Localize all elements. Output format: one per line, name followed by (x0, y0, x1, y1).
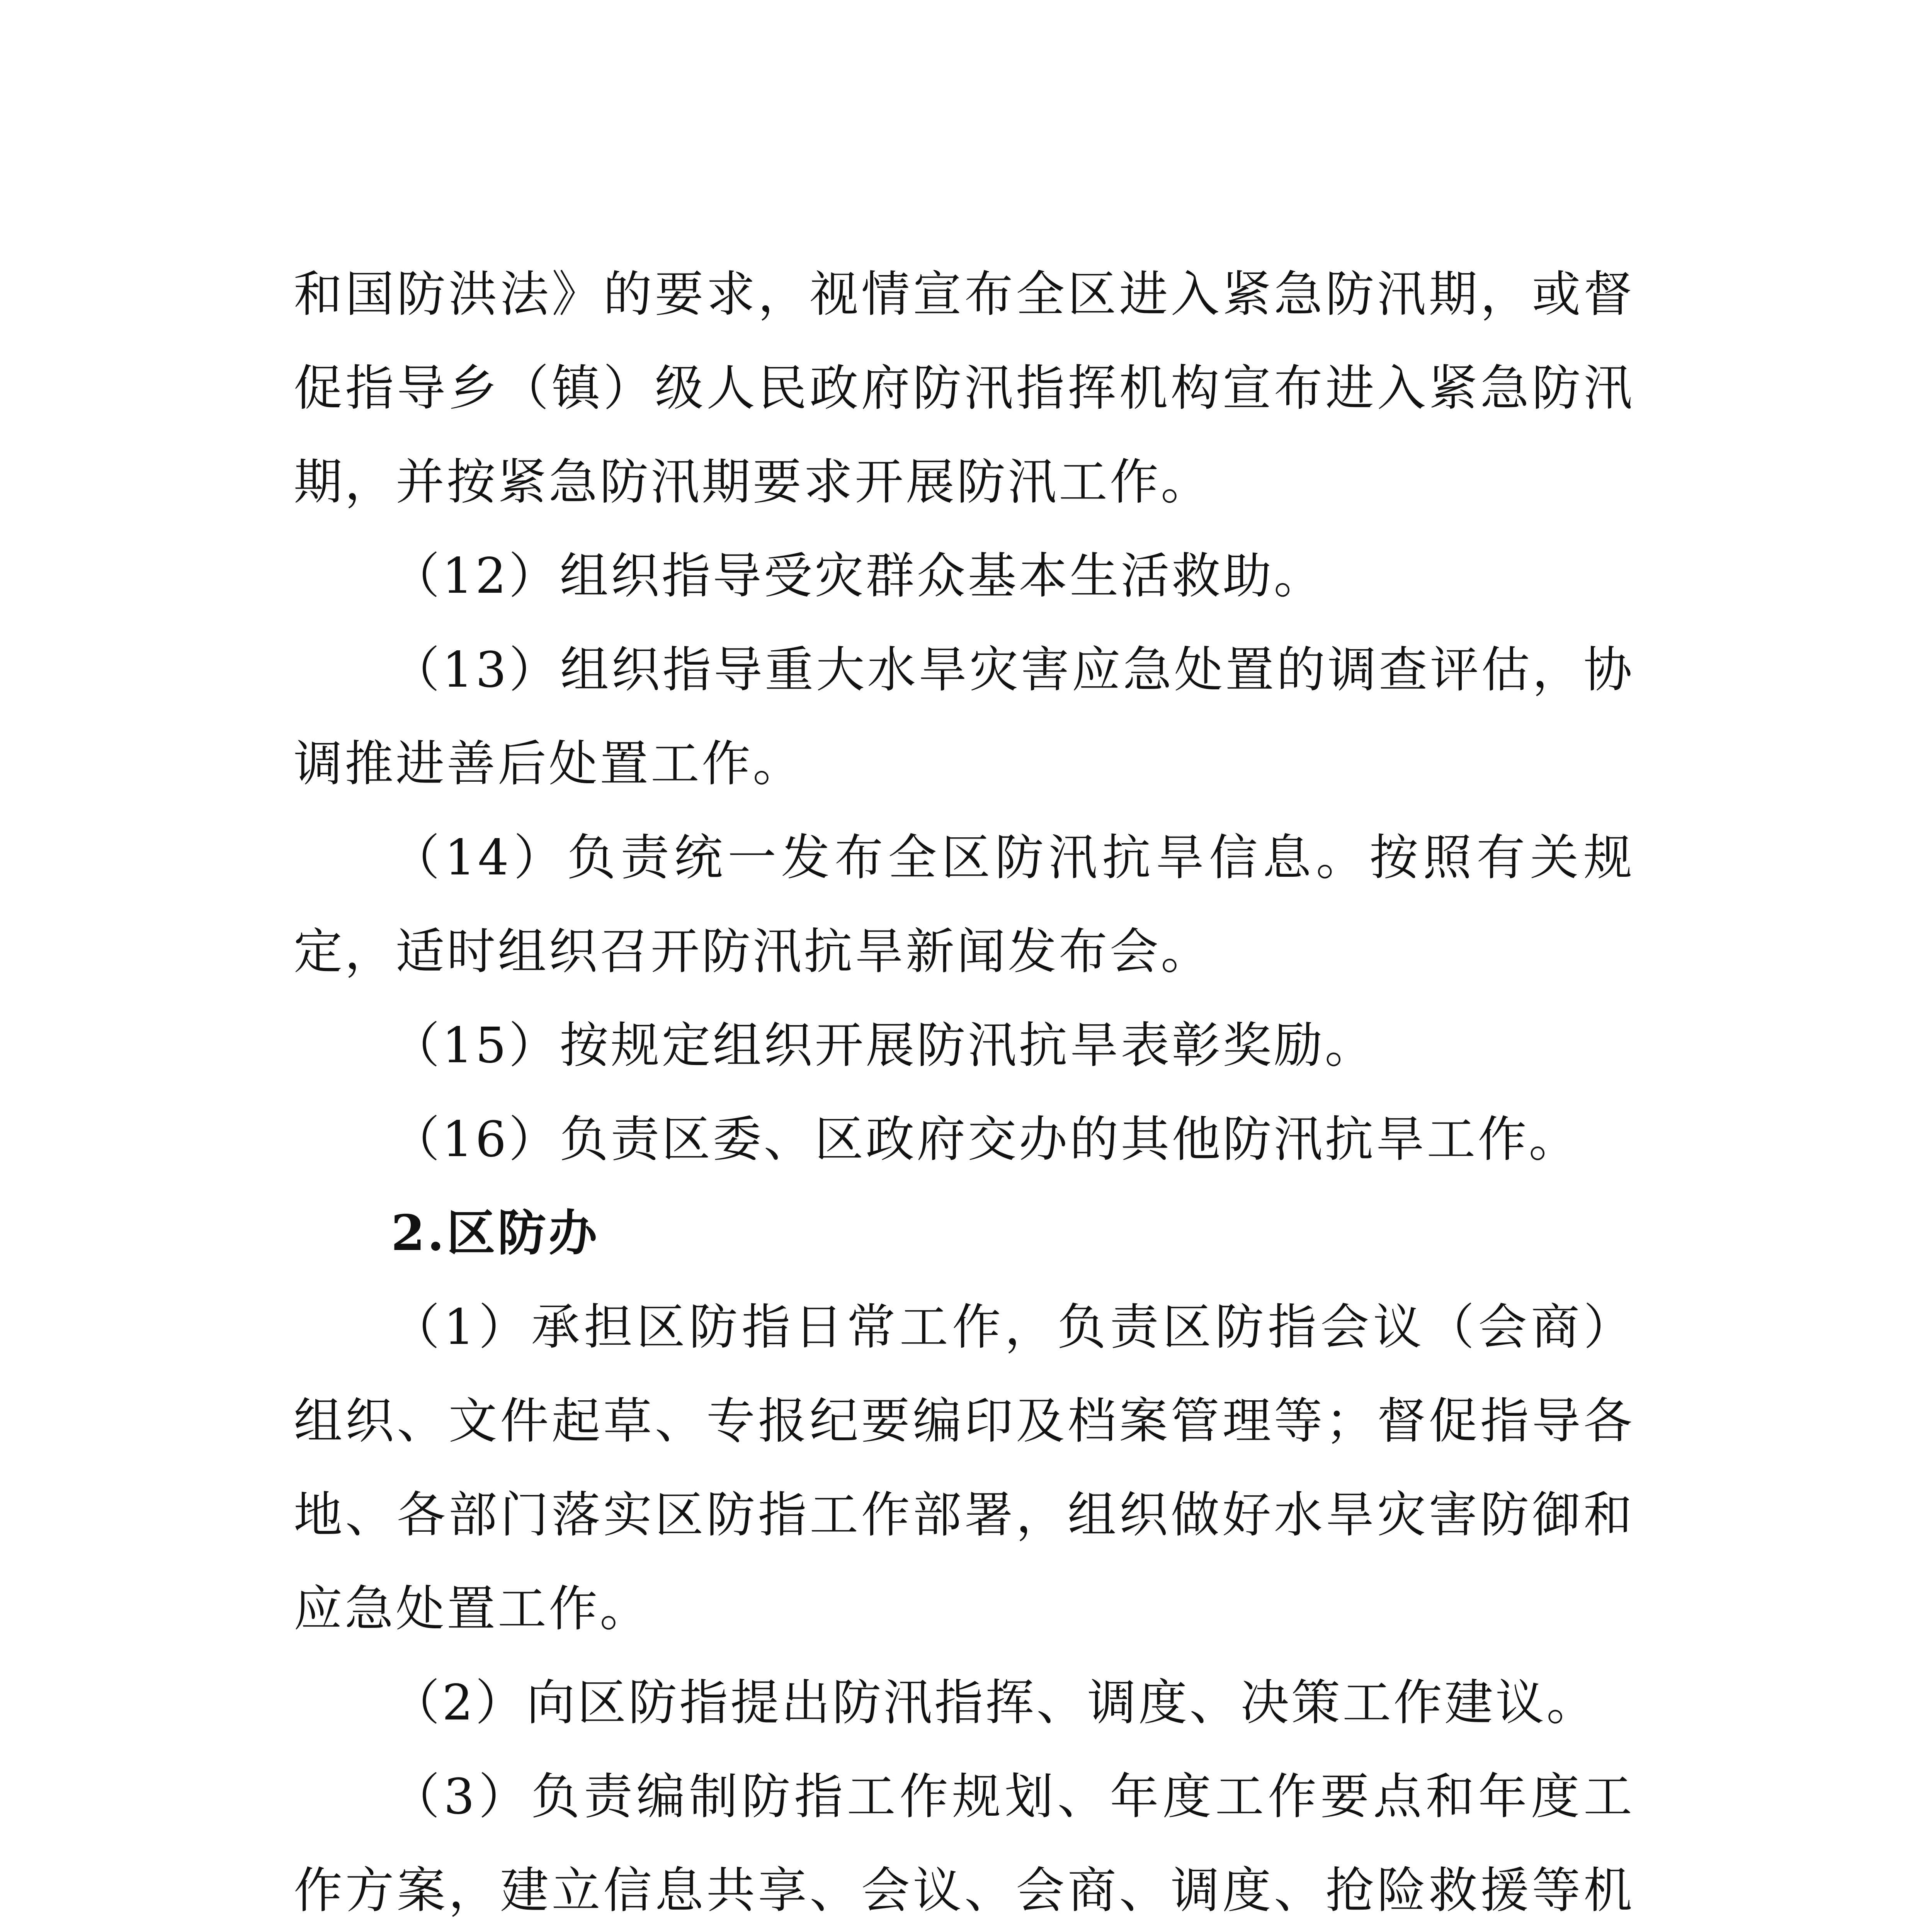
paragraph-item-16: （16）负责区委、区政府交办的其他防汛抗旱工作。 (391, 1111, 1580, 1168)
paragraph-item-1: （1）承担区防指日常工作，负责区防指会议（会商）组织、文件起草、专报纪要编印及档案管理等；督促指导各地、各部门落实区防指工作部署，组织做好水旱灾害防御和应急处置工作。 (294, 1299, 1634, 1637)
section-heading: 2.区防办 (391, 1204, 600, 1262)
document-body (294, 247, 1634, 1932)
paragraph-item-12: （12）组织指导受灾群众基本生活救助。 (391, 548, 1325, 604)
paragraph-item-15: （15）按规定组织开展防汛抗旱表彰奖励。 (391, 1017, 1376, 1074)
paragraph-item-13: （13）组织指导重大水旱灾害应急处置的调查评估，协调推进善后处置工作。 (294, 641, 1634, 792)
paragraph-item-3: （3）负责编制防指工作规划、年度工作要点和年度工作方案，建立信息共享、会议、会商、调度、抢险救援等机 (294, 1768, 1634, 1919)
paragraph-continuation: 和国防洪法》的要求，视情宣布全区进入紧急防汛期，或督促指导乡（镇）级人民政府防汛指挥机构宣布进入紧急防汛期，并按紧急防汛期要求开展防汛工作。 (294, 266, 1634, 510)
paragraph-item-14: （14）负责统一发布全区防汛抗旱信息。按照有关规定，适时组织召开防汛抗旱新闻发布会。 (294, 829, 1634, 980)
paragraph-item-2: （2）向区防指提出防汛指挥、调度、决策工作建议。 (391, 1674, 1598, 1731)
